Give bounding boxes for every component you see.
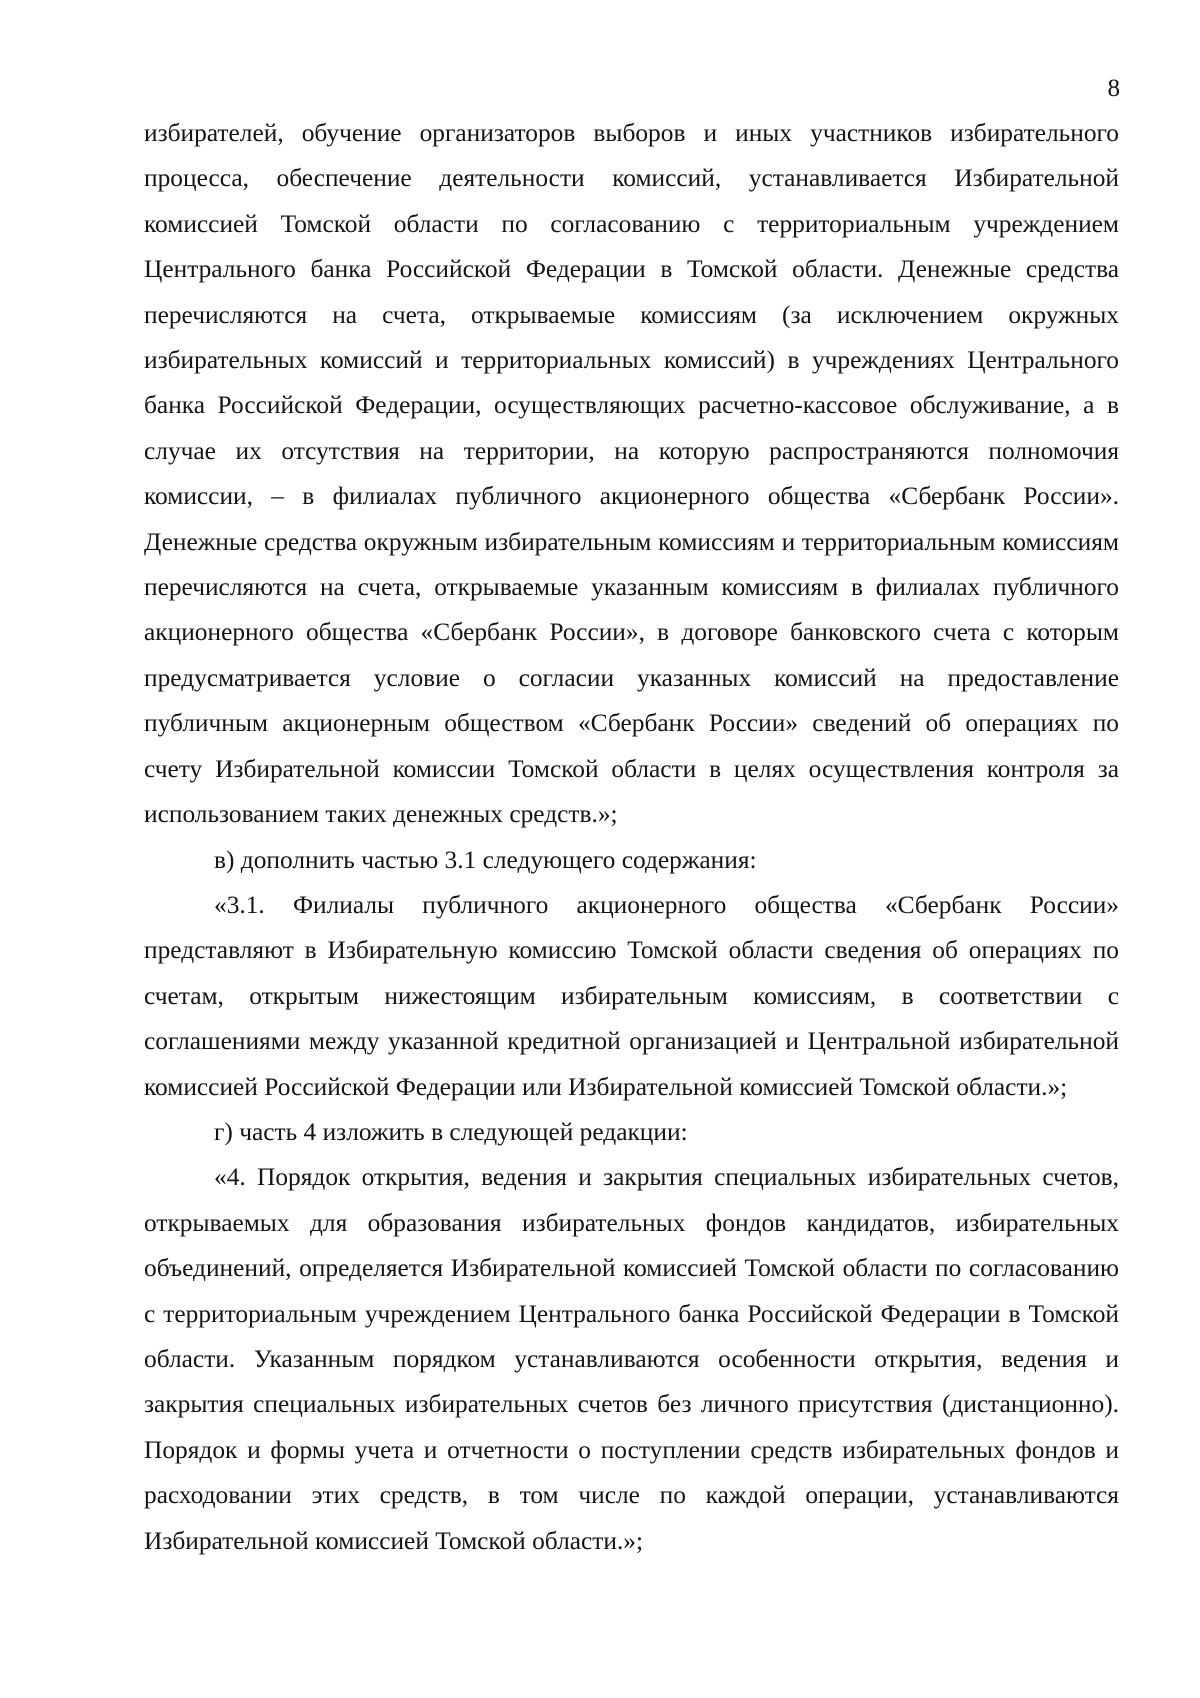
paragraph-item-g: г) часть 4 изложить в следующей редакции: bbox=[214, 1117, 688, 1146]
page-number: 8 bbox=[1107, 75, 1120, 102]
document-body bbox=[144, 111, 1119, 1564]
paragraph-part-3-1: «3.1. Филиалы публичного акционерного общества «Сбербанк России» представляют в Избирательную комиссию Томской области сведения об операциях по счетам, открытым нижестоящим избирательным комиссиям, в соответствии с соглашениями между указанной кредитной организацией и Центральной избирательной комиссией Российской Федерации или Избирательной комиссией Томской области.»; bbox=[144, 890, 1119, 1101]
paragraph-item-v: в) дополнить частью 3.1 следующего содержания: bbox=[214, 845, 757, 874]
paragraph-part-4: «4. Порядок открытия, ведения и закрытия специальных избирательных счетов, открываемых для образования избирательных фондов кандидатов, избирательных объединений, определяется Избирательной комиссией Томской области по согласованию с территориальным учреждением Центрального банка Российской Федерации в Томской области. Указанным порядком устанавливаются особенности открытия, ведения и закрытия специальных избирательных счетов без личного присутствия (дистанционно). Порядок и формы учета и отчетности о поступлении средств избирательных фондов и расходовании этих средств, в том числе по каждой операции, устанавливаются Избирательной комиссией Томской области.»; bbox=[144, 1163, 1119, 1555]
paragraph-continuation: избирателей, обучение организаторов выборов и иных участников избирательного процесса, обеспечение деятельности комиссий, устанавливается Избирательной комиссией Томской области по согласованию с территориальным учреждением Центрального банка Российской Федерации в Томской области. Денежные средства перечисляются на счета, открываемые комиссиям (за исключением окружных избирательных комиссий и территориальных комиссий) в учреждениях Центрального банка Российской Федерации, осуществляющих расчетно-кассовое обслуживание, а в случае их отсутствия на территории, на которую распространяются полномочия комиссии, – в филиалах публичного акционерного общества «Сбербанк России». Денежные средства окружным избирательным комиссиям и территориальным комиссиям перечисляются на счета, открываемые указанным комиссиям в филиалах публичного акционерного общества «Сбербанк России», в договоре банковского счета с которым предусматривается условие о согласии указанных комиссий на предоставление публичным акционерным обществом «Сбербанк России» сведений об операциях по счету Избирательной комиссии Томской области в целях осуществления контроля за использованием таких денежных средств.»; bbox=[144, 119, 1119, 829]
